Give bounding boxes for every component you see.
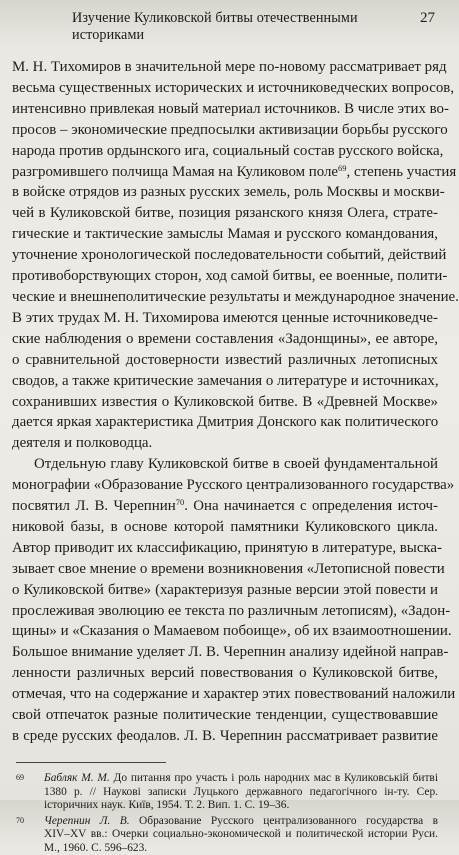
text-line: В этих трудах М. Н. Тихомирова имеются ценные источниковедче- xyxy=(12,309,438,326)
footnotes xyxy=(12,772,438,855)
body-text xyxy=(12,57,459,747)
running-head xyxy=(72,10,435,44)
text-line: просов – экономические предпосылки активизации борьбы русского xyxy=(12,121,448,138)
text-line: деятеля и полководца. xyxy=(12,435,153,452)
text-line-with-footnote xyxy=(12,162,457,183)
text-line: уточнение хронологической последовательности событий, действий xyxy=(12,247,447,264)
text-line: сводов, а также критические замечания о литературе и источниках, xyxy=(12,372,439,389)
text-line: прослеживая эволюцию ее текста по различным летописям), «Задон- xyxy=(12,602,451,619)
paragraph-cherepnin xyxy=(12,454,456,747)
footnote-segment: Образование Русского централизованного государства в xyxy=(139,814,438,827)
text-segment: разгромившего полчища Мамая на Куликовом поле xyxy=(12,163,339,180)
footnote-author: Бабляк М. М. xyxy=(44,771,110,784)
text-line: никовой базы, в основе которой памятники Куликовского цикла. xyxy=(12,518,438,535)
text-line: противоборствующих сторон, ход самой битвы, ее военные, полити- xyxy=(12,268,448,285)
footnote-line xyxy=(44,772,438,786)
text-line: в среде русских феодалов. Л. В. Черепнин рассматривает развитие xyxy=(12,728,438,744)
footnote-line: історичних наук. Київ, 1954. Т. 2. Вип. 1. С. 19–36. xyxy=(44,799,290,812)
text-line: ские наблюдения о времени составления «Задонщины», ее авторе, xyxy=(12,330,438,347)
text-line: М. Н. Тихомиров в значительной мере по-новому рассматривает ряд xyxy=(12,59,447,75)
text-line: Большое внимание уделяет Л. В. Черепнин анализу идейной направ- xyxy=(12,644,449,661)
text-line: чей в Куликовской битве, позиция рязанского князя Олега, страте- xyxy=(12,205,438,222)
text-line: о сравнительной достоверности известий различных летописных xyxy=(12,351,438,368)
text-line: дается яркая характеристика Дмитрия Донского как политического xyxy=(12,414,439,431)
footnote-author: Черепнин Л. В. xyxy=(44,814,130,827)
paragraph-tikhomirov xyxy=(12,57,459,454)
text-line: гические и тактические замыслы Мамая и русского командования, xyxy=(12,226,438,243)
text-line: свой отпечаток разные политические тенденции, существовавшие xyxy=(12,707,438,724)
footnote-text xyxy=(44,815,438,855)
footnote-number: 70 xyxy=(16,815,24,825)
footnote-69 xyxy=(12,772,438,813)
text-line: интенсивно привлекая новый материал источников. В числе этих во- xyxy=(12,100,449,117)
footnote-70 xyxy=(12,815,438,855)
text-line: сохранивших известия о Куликовской битве. В «Древней Москве» xyxy=(12,393,438,410)
footnote-line: М., 1960. С. 596–623. xyxy=(44,841,148,854)
text-line: Автор приводит их классификацию, принятую в литературе, выска- xyxy=(12,539,443,556)
running-title: Изучение Куликовской битвы отечественными историками xyxy=(72,10,358,43)
text-line-with-footnote xyxy=(12,496,438,517)
footnote-line: XIV–XV вв.: Очерки социально-экономической и политической истории Руси. xyxy=(44,828,438,841)
text-line: весьма существенных исторических и источниковедческих вопросов, xyxy=(12,79,455,96)
text-line: Отдельную главу Куликовской битве в своей фундаментальной xyxy=(34,456,438,473)
text-line: зывает свое мнение о времени возникновения «Летописной повести xyxy=(12,560,445,577)
text-line: народа против ордынского ига, социальный состав русского войска, xyxy=(12,142,444,159)
footnote-ref-70[interactable]: 70 xyxy=(175,497,185,508)
page-number: 27 xyxy=(420,10,435,26)
footnote-line xyxy=(44,815,438,829)
footnote-text xyxy=(44,772,438,813)
text-segment: . Она начинается с определения источ- xyxy=(184,498,438,515)
text-line: в войске отрядов из разных русских земель, роль Москвы и москви- xyxy=(12,184,445,201)
text-segment: посвятил Л. В. Черепнин xyxy=(12,498,176,515)
text-line: монографии «Образование Русского централизованного государства» xyxy=(12,477,455,494)
text-line: ческие и внешнеполитические результаты и международное значение. xyxy=(12,288,459,305)
text-line: ленности различных версий повествования о Куликовской битве, xyxy=(12,665,438,682)
footnote-line: 1380 р. // Наукові записки Луцького державного педагогічного ін-ту. Сер. xyxy=(44,785,438,798)
footnote-number: 69 xyxy=(16,772,24,782)
text-line: щины» и «Сказания о Мамаевом побоище», об их взаимоотношении. xyxy=(12,623,452,640)
text-line: о Куликовской битве» (характеризуя разные версии этой повести и xyxy=(12,581,438,598)
footnote-ref-69[interactable]: 69 xyxy=(338,162,347,173)
text-line: отмечая, что на содержание и характер этих повествований наложили xyxy=(12,686,456,703)
footnote-divider xyxy=(16,762,166,763)
footnote-segment: До питання про участь і роль народних мас в Куликовській битві xyxy=(113,771,438,784)
text-segment: , степень участия xyxy=(346,163,457,180)
